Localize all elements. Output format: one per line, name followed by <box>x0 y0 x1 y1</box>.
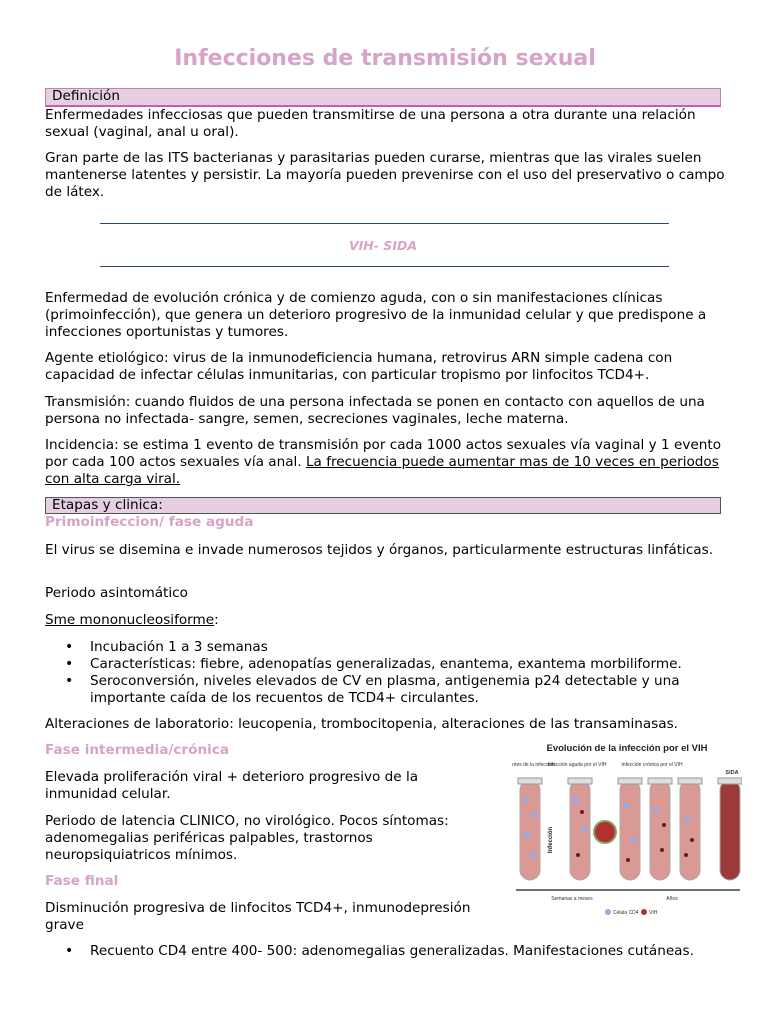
sme-label: Sme mononucleosiforme <box>45 612 215 628</box>
vih-paragraph-3: Transmisión: cuando fluidos de una persona infectada se ponen en contacto con aquellos de una persona no infectada- sangre, semen, secreciones vaginales, leche materna. <box>45 394 705 427</box>
phase-title-final: Fase final <box>45 873 119 889</box>
definicion-paragraph-2: Gran parte de las ITS bacterianas y parasitarias pueden curarse, mientras que las virales suelen mantenerse latentes y persistir. La mayoría pueden prevenirse con el uso del preservativo o campo de látex. <box>45 150 725 200</box>
list-item: • Recuento CD4 entre 400- 500: adenomegalias generalizadas. Manifestaciones cutáneas. <box>45 943 725 960</box>
figure-col4: SIDA <box>725 770 739 776</box>
figure-axis-right: Años <box>666 896 678 902</box>
hiv-evolution-illustration <box>512 740 742 920</box>
incidencia-underlined: La frecuencia puede aumentar mas de 10 veces en periodos con alta carga viral. <box>45 454 719 487</box>
figure-legend-2: VIH <box>649 910 658 916</box>
virus-illustration <box>594 821 616 843</box>
vih-paragraph-4 <box>45 437 725 488</box>
figure-col2: Infección aguda por el VIH <box>547 762 607 768</box>
legend-cd4-dot <box>605 909 611 915</box>
sme-line <box>45 612 725 629</box>
figure-col1: Antes de la infección <box>512 762 556 768</box>
hiv-evolution-figure <box>512 740 742 920</box>
primo-list <box>45 639 725 707</box>
etapas-header: Etapas y clinica: <box>45 497 721 514</box>
divider-bottom <box>100 266 669 267</box>
phase-title-intermedia: Fase intermedia/crónica <box>45 742 230 758</box>
figure-col3: Infección crónica por el VIH <box>621 762 683 768</box>
final-list <box>45 943 725 960</box>
definicion-header: Definición <box>45 88 721 107</box>
definicion-paragraph-1: Enfermedades infecciosas que pueden transmitirse de una persona a otra durante una relación sexual (vaginal, anal u oral). <box>45 107 696 140</box>
figure-vertical-label: Infección <box>548 826 554 854</box>
sme-colon: : <box>214 612 219 628</box>
intermedia-paragraph-1: Elevada proliferación viral + deterioro progresivo de la inmunidad celular. <box>45 769 419 802</box>
phase-title-primo: Primoinfeccion/ fase aguda <box>45 514 254 530</box>
tube-5 <box>678 778 702 880</box>
figure-title: Evolución de la infección por el VIH <box>546 743 708 754</box>
primo-paragraph-1: El virus se disemina e invade numerosos tejidos y órganos, particularmente estructuras linfáticas. <box>45 542 714 558</box>
tube-6 <box>718 778 742 880</box>
primo-lab: Alteraciones de laboratorio: leucopenia, trombocitopenia, alteraciones de las transaminasas. <box>45 716 678 732</box>
figure-legend-1: Célula CD4 <box>613 910 639 916</box>
tube-2 <box>568 778 592 880</box>
final-paragraph-1: Disminución progresiva de linfocitos TCD4+, inmunodepresión grave <box>45 900 471 933</box>
figure-axis-left: Semanas a meses <box>551 896 593 902</box>
vih-paragraph-2: Agente etiológico: virus de la inmunodeficiencia humana, retrovirus ARN simple cadena con capacidad de infectar células inmunitarias, con particular tropismo por linfocitos TCD4+. <box>45 350 673 383</box>
tube-3 <box>618 778 642 880</box>
legend-vih-dot <box>641 909 647 915</box>
incidencia-text: Incidencia: se estima 1 evento de transmisión por cada 1000 actos sexuales vía vaginal y 1 evento por cada 100 actos sexuales vía anal. <box>45 437 722 470</box>
list-item: • Seroconversión, niveles elevados de CV en plasma, antigenemia p24 detectable y una importante caída de los recuentos de TCD4+ circulantes. <box>45 673 725 707</box>
primo-paragraph-2: Periodo asintomático <box>45 585 188 601</box>
list-item: • Características: fiebre, adenopatías generalizadas, enantema, exantema morbiliforme. <box>45 656 725 673</box>
tube-1 <box>518 778 542 880</box>
page-title: Infecciones de transmisión sexual <box>174 46 596 71</box>
tube-4 <box>648 778 672 880</box>
list-item: • Incubación 1 a 3 semanas <box>45 639 725 656</box>
divider-top <box>100 223 669 224</box>
vih-paragraph-1: Enfermedad de evolución crónica y de comienzo aguda, con o sin manifestaciones clínicas (primoinfección), que genera un deterioro progresivo de la inmunidad celular y que predispone a infecciones oportunistas y tumores. <box>45 290 707 340</box>
section-subtitle: VIH- SIDA <box>348 238 418 253</box>
intermedia-paragraph-2: Periodo de latencia CLINICO, no virológico. Pocos síntomas: adenomegalias periféricas palpables, trastornos neuropsiquiatricos mínimos. <box>45 813 449 863</box>
